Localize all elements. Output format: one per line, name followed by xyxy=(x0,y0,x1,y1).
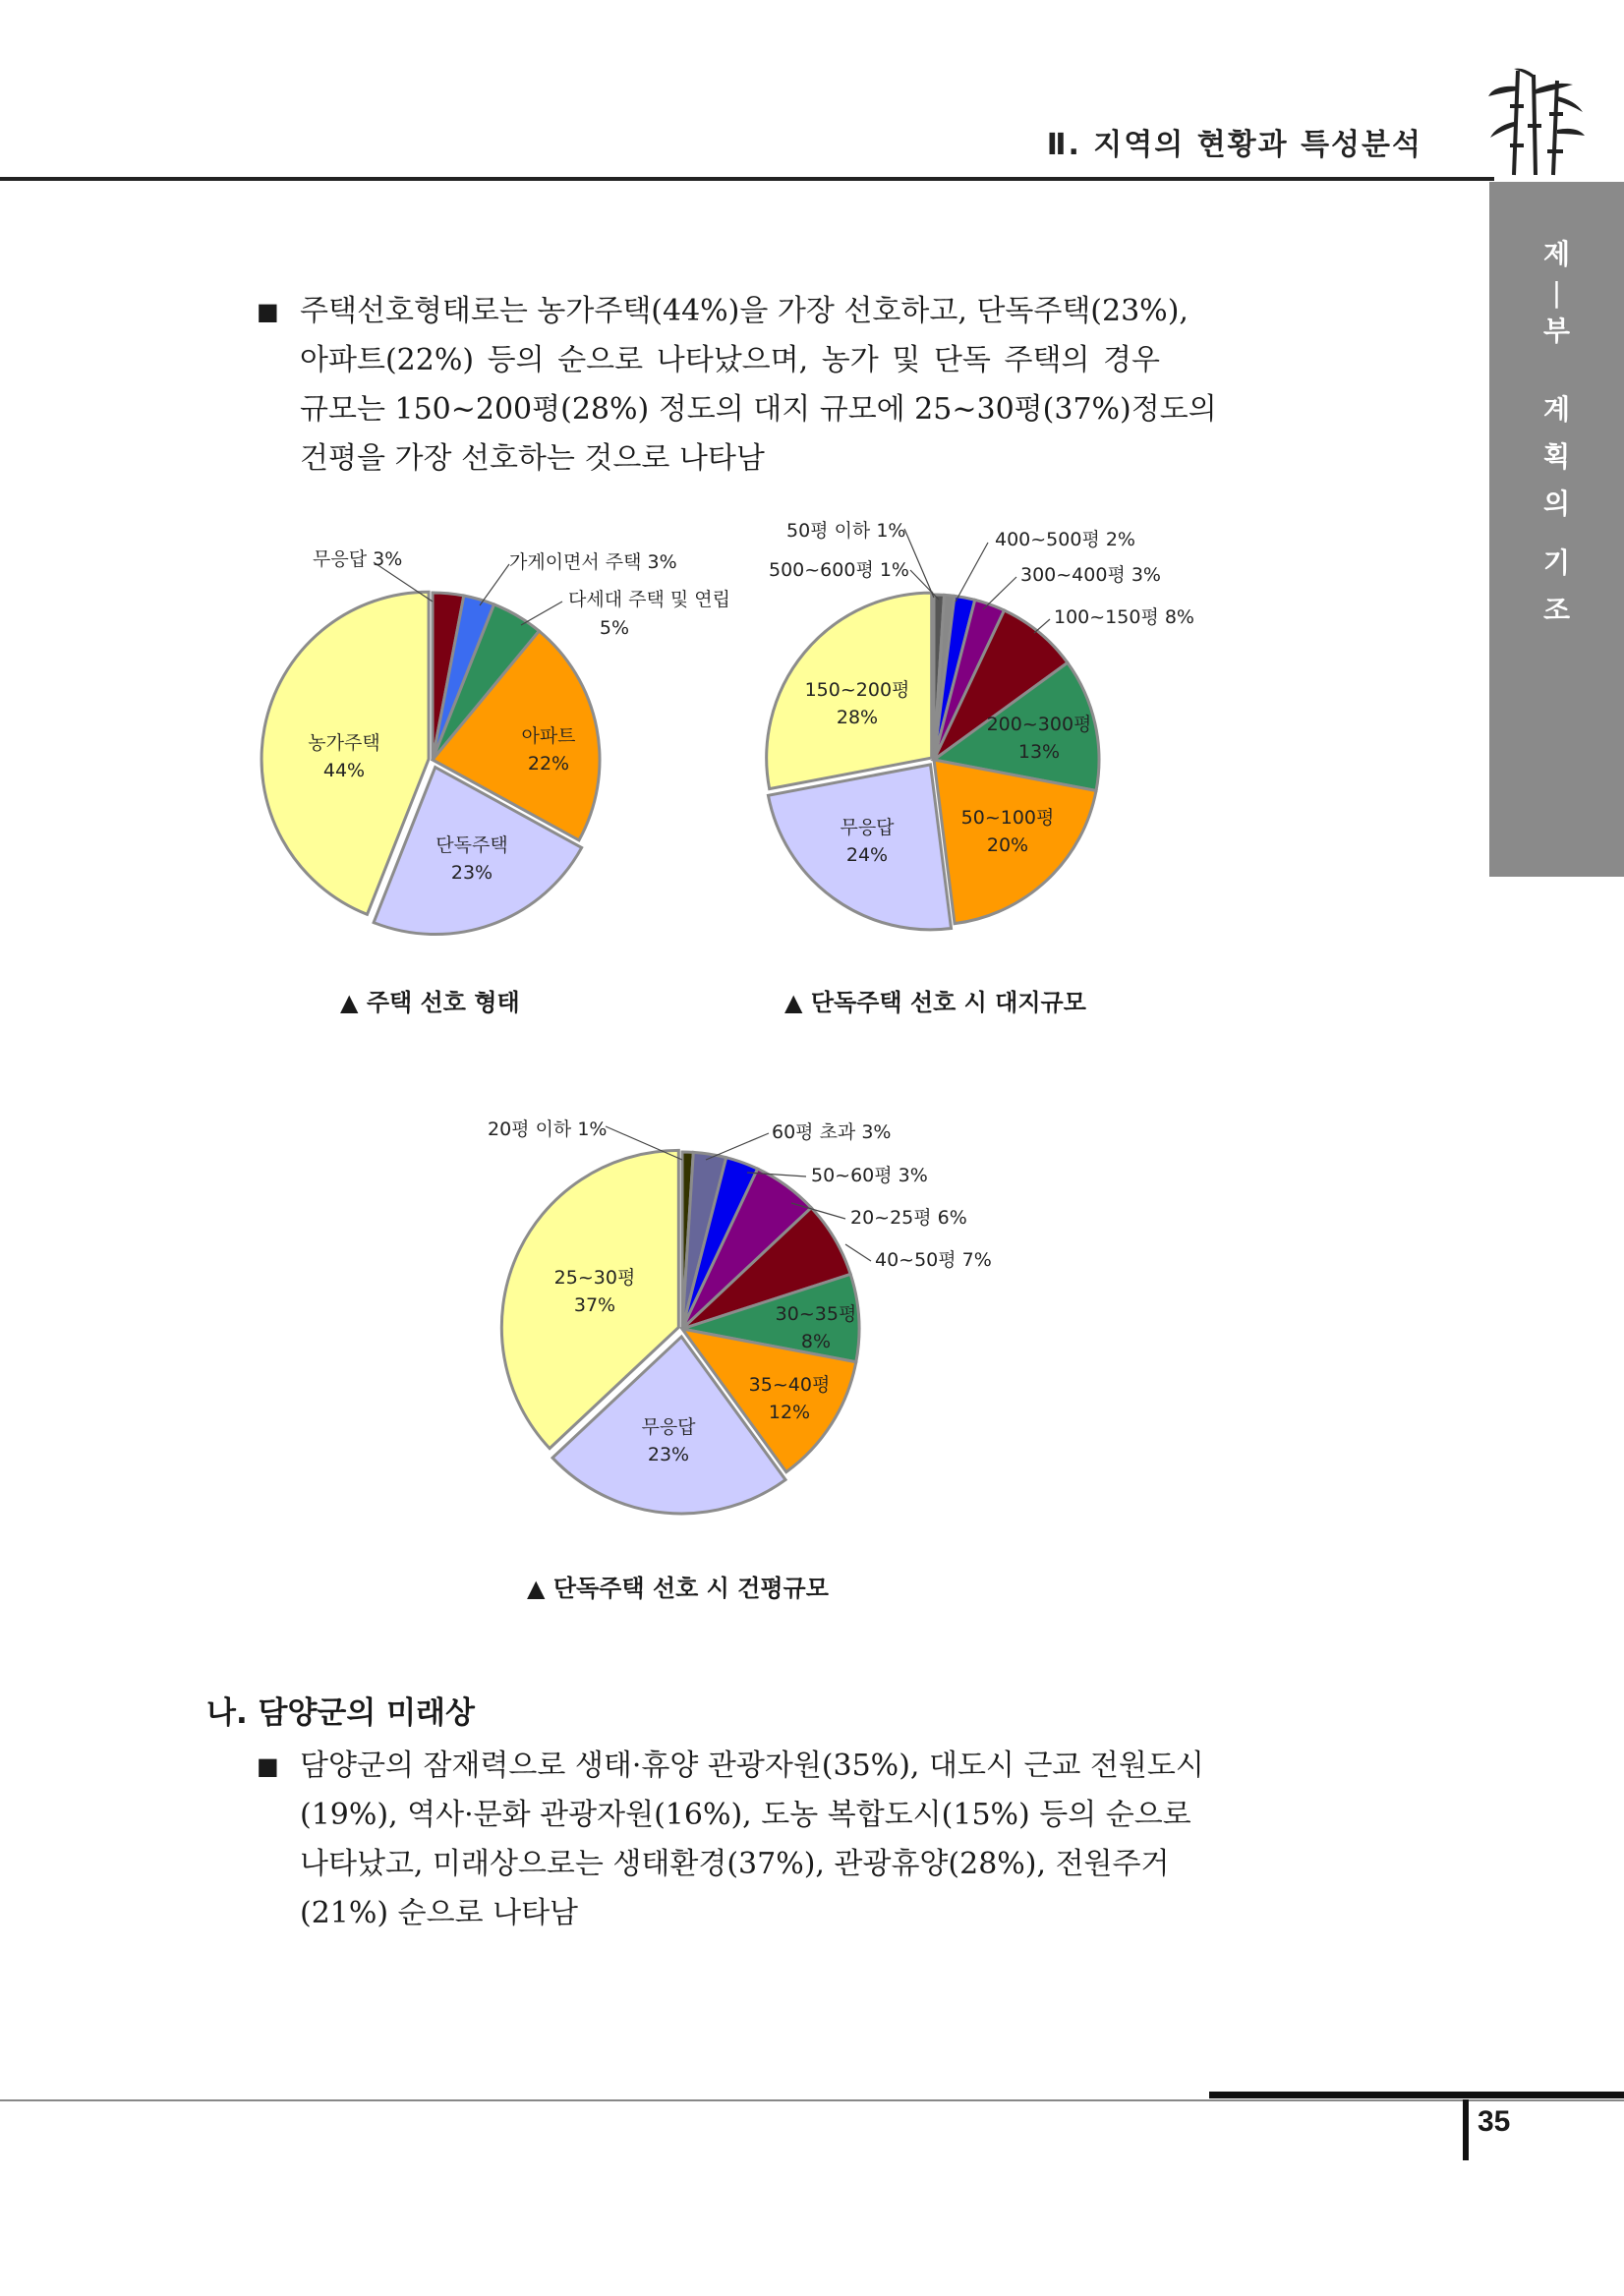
side-tab-char: | xyxy=(1551,276,1562,309)
slice-percent: 12% xyxy=(768,1402,811,1423)
paragraph-line: (21%) 순으로 나타남 xyxy=(300,1896,579,1930)
slice-label: 100~150평 8% xyxy=(1054,606,1194,628)
side-tab-char: 획 xyxy=(1542,440,1571,473)
slice-label: 500~600평 1% xyxy=(769,559,909,581)
side-tab-char: 의 xyxy=(1542,488,1571,520)
slice-label: 200~300평 xyxy=(986,714,1092,735)
slice-label: 35~40평 xyxy=(748,1374,831,1396)
pie-chart-2 xyxy=(767,519,1194,930)
leader-line xyxy=(1034,619,1050,633)
paragraph-line: 나타났고, 미래상으로는 생태환경(37%), 관광휴양(28%), 전원주거 xyxy=(300,1847,1170,1881)
bullet-icon: ■ xyxy=(257,298,279,325)
paragraph-line: 건평을 가장 선호하는 것으로 나타남 xyxy=(300,441,765,476)
slice-percent: 23% xyxy=(450,862,493,884)
slice-label: 60평 초과 3% xyxy=(772,1121,892,1143)
chart1-caption: ▲ 주택 선호 형태 xyxy=(340,989,520,1016)
slice-label: 무응답 xyxy=(840,817,895,838)
slice-label: 아파트 xyxy=(521,725,576,747)
slice-percent: 28% xyxy=(836,707,879,728)
slice-label: 300~400평 3% xyxy=(1020,564,1161,586)
slice-label: 400~500평 2% xyxy=(995,529,1135,550)
slice-label: 농가주택 xyxy=(308,732,380,754)
slice-label: 무응답 3% xyxy=(313,548,403,570)
leader-line xyxy=(983,577,1016,609)
slice-percent: 23% xyxy=(647,1444,690,1465)
slice-label: 150~200평 xyxy=(804,679,910,701)
leader-line xyxy=(956,543,988,602)
slice-label: 50~60평 3% xyxy=(811,1165,928,1186)
footer-divider xyxy=(1463,2099,1469,2160)
paragraph-future-vision xyxy=(257,1742,1204,1938)
leader-line xyxy=(845,1244,871,1261)
slice-label: 다세대 주택 및 연립 xyxy=(568,589,730,610)
side-tab-char: 기 xyxy=(1542,546,1571,579)
chapter-title: Ⅱ. 지역의 현황과 특성분석 xyxy=(1046,128,1422,162)
leader-line xyxy=(521,602,562,625)
leader-line xyxy=(480,564,509,605)
slice-percent: 37% xyxy=(573,1294,616,1316)
slice-label: 25~30평 xyxy=(553,1267,636,1289)
page-number: 35 xyxy=(1478,2105,1511,2138)
bullet-icon: ■ xyxy=(257,1752,279,1780)
side-tab-char: 제 xyxy=(1542,238,1571,270)
slice-label: 40~50평 7% xyxy=(875,1249,992,1271)
leader-line xyxy=(706,1133,769,1160)
section-heading: 나. 담양군의 미래상 xyxy=(206,1695,475,1731)
paragraph-line: 주택선호형태로는 농가주택(44%)을 가장 선호하고, 단독주택(23%), xyxy=(300,294,1189,328)
slice-label: 50~100평 xyxy=(960,807,1055,829)
footer-rule xyxy=(0,2099,1624,2101)
paragraph-line: 아파트(22%) 등의 순으로 나타났으며, 농가 및 단독 주택의 경우 xyxy=(300,343,1160,377)
slice-percent: 5% xyxy=(599,617,630,639)
chart2-caption: ▲ 단독주택 선호 시 대지규모 xyxy=(784,989,1086,1016)
slice-label: 가게이면서 주택 3% xyxy=(509,551,677,573)
slice-label: 50평 이하 1% xyxy=(786,520,906,542)
slice-label: 20평 이하 1% xyxy=(488,1119,608,1140)
slice-label: 단독주택 xyxy=(435,834,508,856)
slice-percent: 44% xyxy=(322,760,366,781)
slice-label: 무응답 xyxy=(641,1416,696,1438)
paragraph-line: (19%), 역사·문화 관광자원(16%), 도농 복합도시(15%) 등의 순으로 xyxy=(300,1798,1191,1832)
slice-percent: 24% xyxy=(845,844,889,866)
side-tab-char: 조 xyxy=(1542,594,1571,626)
pie-chart-1 xyxy=(261,548,730,935)
paragraph-line: 규모는 150~200평(28%) 정도의 대지 규모에 25~30평(37%)정도의 xyxy=(300,392,1217,427)
footer-bar xyxy=(1209,2092,1624,2098)
slice-percent: 8% xyxy=(800,1331,832,1352)
chart3-caption: ▲ 단독주택 선호 시 건평규모 xyxy=(527,1575,829,1602)
slice-label: 20~25평 6% xyxy=(850,1207,967,1229)
slice-percent: 13% xyxy=(1017,741,1061,763)
side-tab-char: 부 xyxy=(1542,315,1571,347)
slice-percent: 22% xyxy=(527,753,570,775)
slice-label: 30~35평 xyxy=(775,1303,857,1325)
pie-chart-3 xyxy=(488,1118,992,1514)
paragraph-line: 담양군의 잠재력으로 생태·휴양 관광자원(35%), 대도시 근교 전원도시 xyxy=(300,1749,1204,1783)
slice-percent: 20% xyxy=(986,834,1029,856)
side-tab-char: 계 xyxy=(1542,393,1571,426)
